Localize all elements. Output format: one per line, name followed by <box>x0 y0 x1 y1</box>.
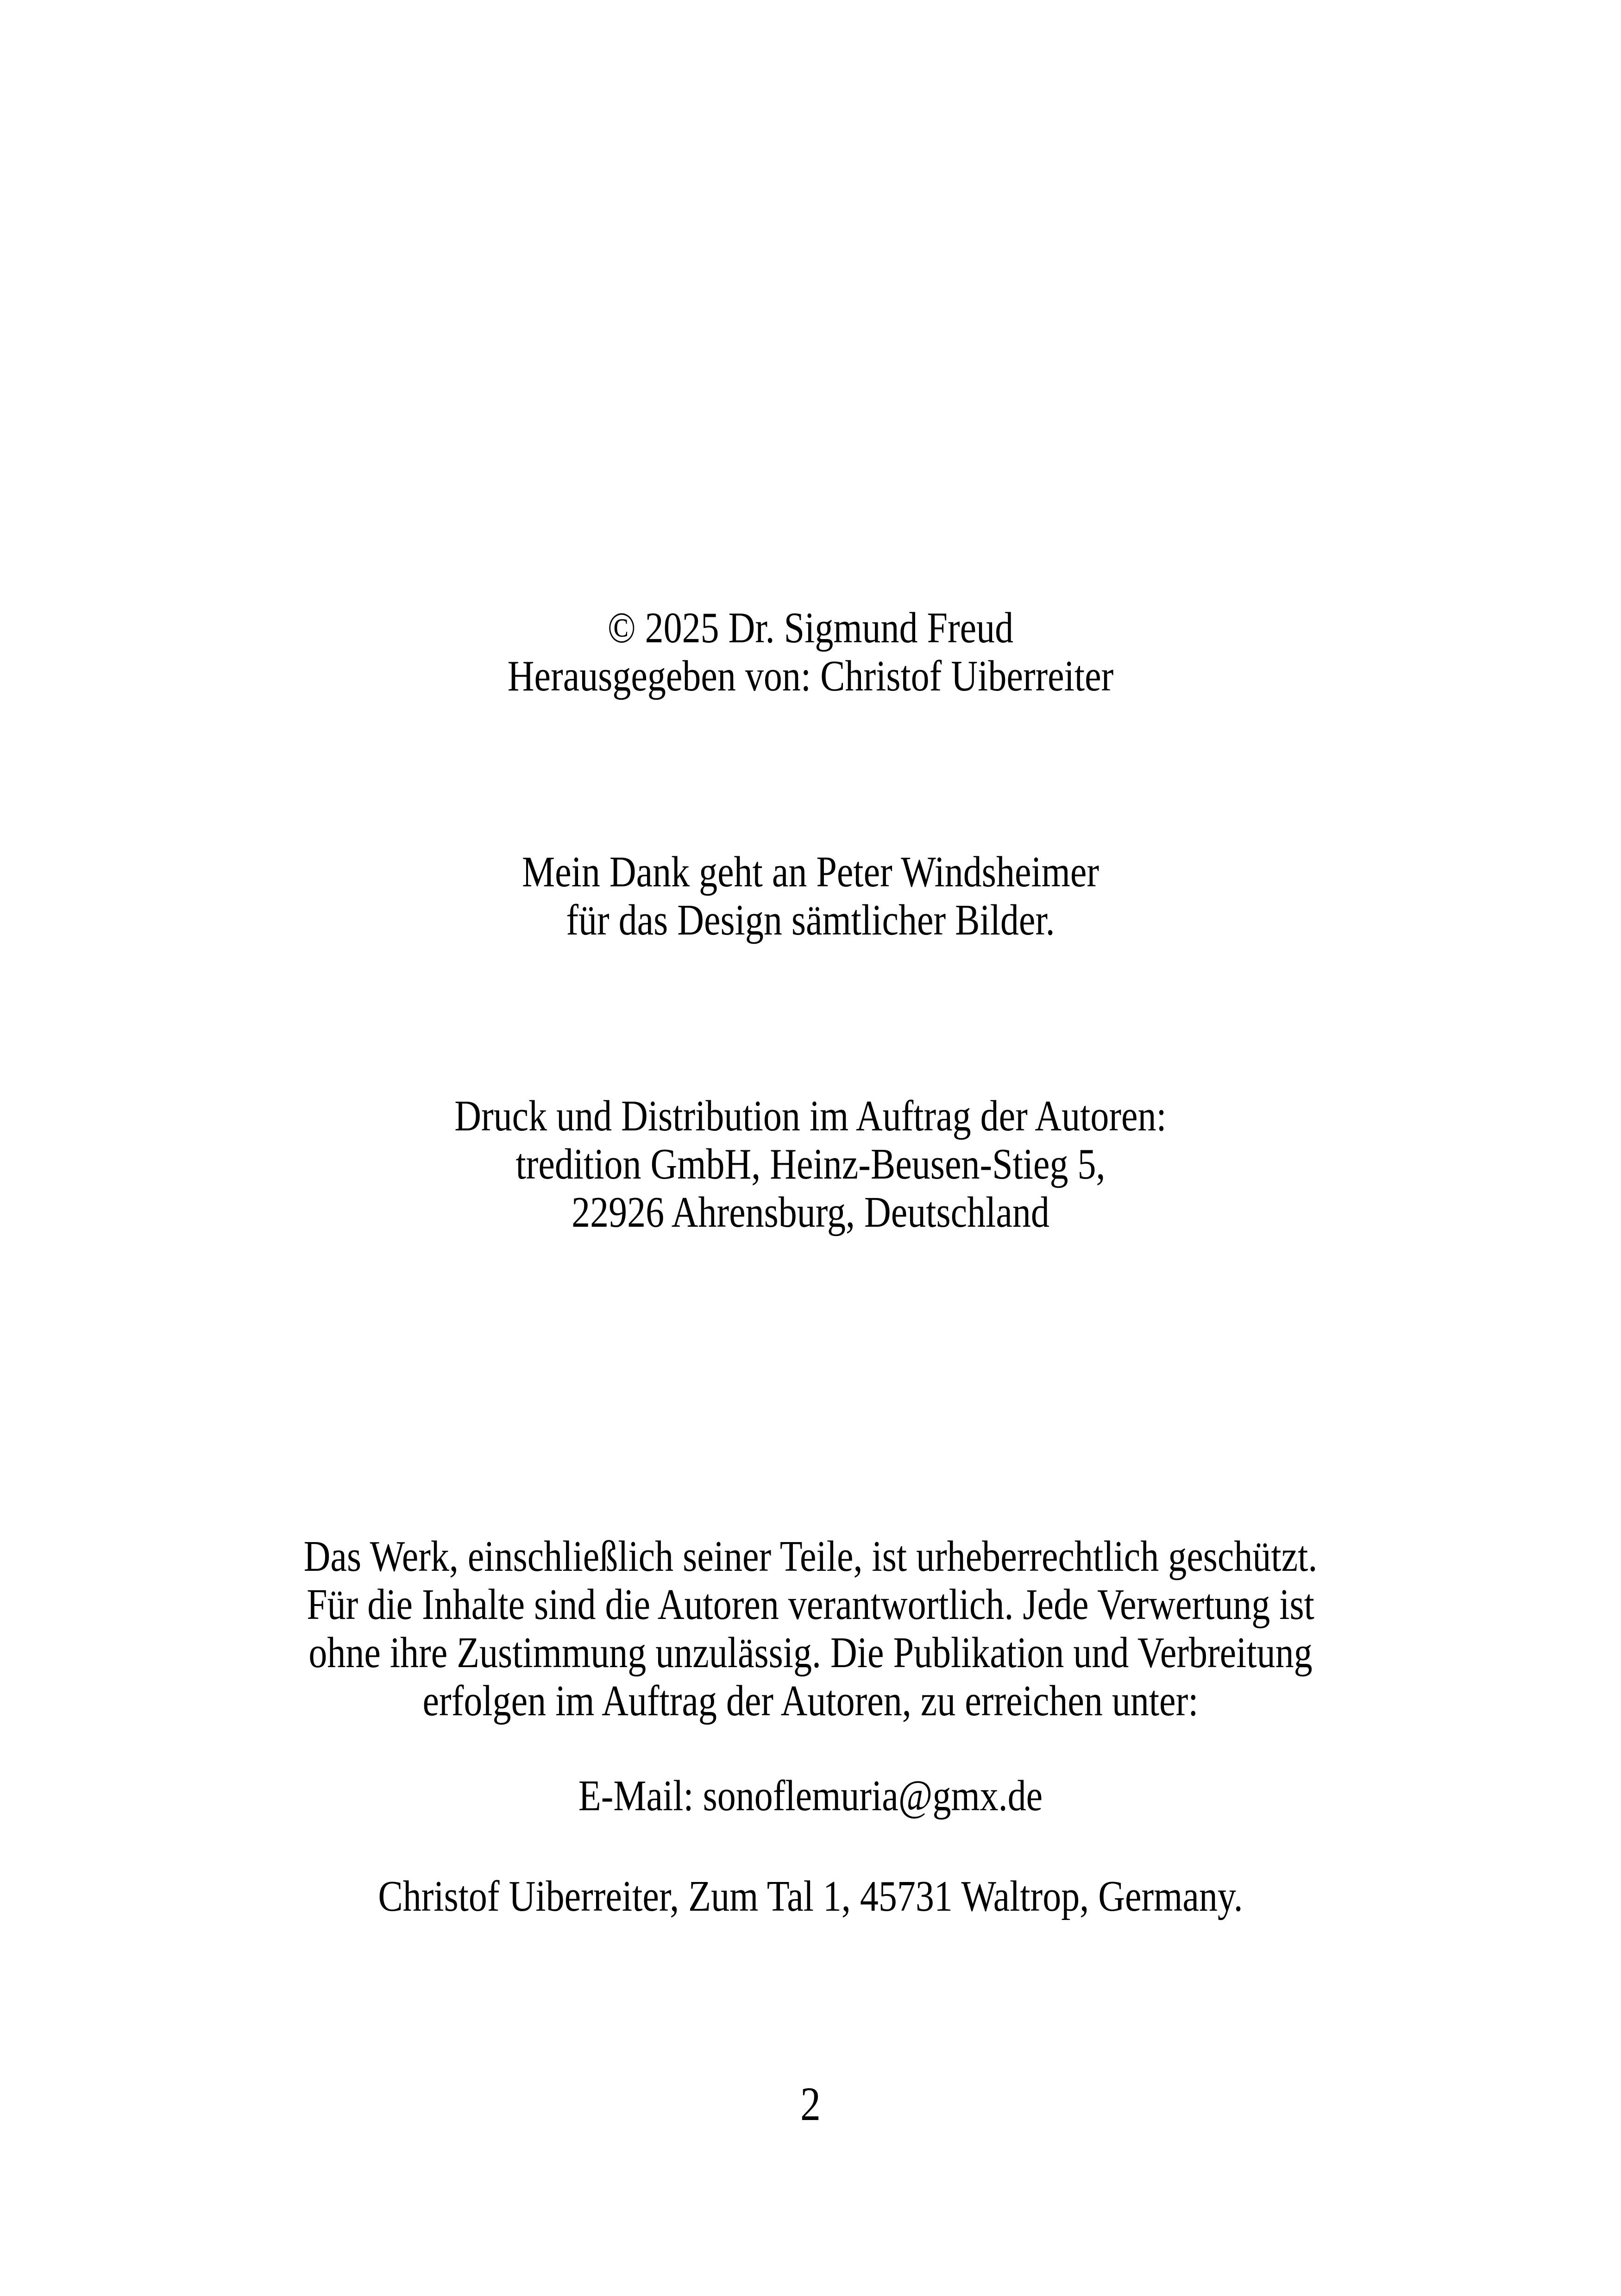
email-line: E-Mail: sonoflemuria@gmx.de <box>578 1772 1043 1820</box>
design-credit-line: für das Design sämtlicher Bilder. <box>566 896 1055 945</box>
publisher-address-line: tredition GmbH, Heinz-Beusen-Stieg 5, <box>515 1140 1106 1189</box>
legal-line: ohne ihre Zustimmung unzulässig. Die Publikation und Verbreitung <box>308 1629 1313 1677</box>
acknowledgement-block <box>0 850 1621 947</box>
publisher-city-line: 22926 Ahrensburg, Deutschland <box>572 1188 1049 1237</box>
author-address-line: Christof Uiberreiter, Zum Tal 1, 45731 Waltrop, Germany. <box>378 1872 1243 1921</box>
legal-line: erfolgen im Auftrag der Autoren, zu erreichen unter: <box>422 1677 1199 1725</box>
legal-notice-block <box>0 1532 1621 1727</box>
copyright-line: © 2025 Dr. Sigmund Freud <box>607 604 1014 652</box>
printing-block <box>0 1094 1621 1239</box>
legal-line: Für die Inhalte sind die Autoren verantwortlich. Jede Verwertung ist <box>307 1581 1314 1629</box>
page-number <box>0 2078 1621 2131</box>
page-number-text: 2 <box>800 2078 821 2131</box>
legal-line: Das Werk, einschließlich seiner Teile, ist urheberrechtlich geschützt. <box>303 1532 1318 1581</box>
author-address-block <box>0 1872 1621 1923</box>
copyright-block <box>0 606 1621 703</box>
print-distribution-line: Druck und Distribution im Auftrag der Autoren: <box>454 1092 1167 1141</box>
editor-line: Herausgegeben von: Christof Uiberreiter <box>507 652 1114 701</box>
thanks-line: Mein Dank geht an Peter Windsheimer <box>521 848 1100 897</box>
email-block <box>0 1774 1621 1822</box>
